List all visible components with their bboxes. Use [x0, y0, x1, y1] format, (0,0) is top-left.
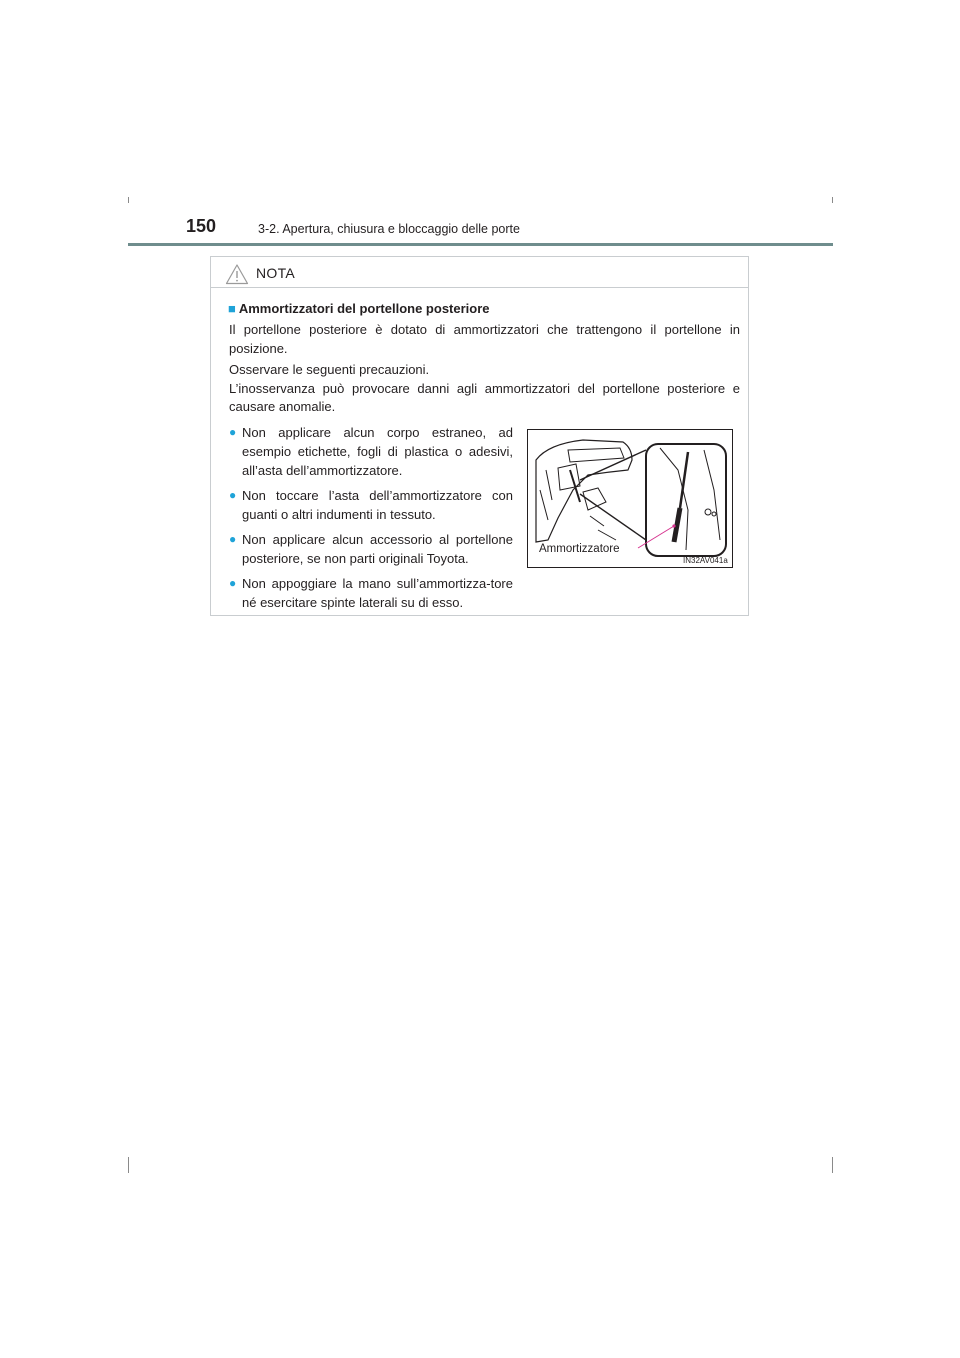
- crop-mark: [832, 1157, 833, 1173]
- warning-triangle-icon: [225, 263, 249, 290]
- figure-code: IN32AV041a: [683, 556, 728, 565]
- crop-mark: [128, 1157, 129, 1173]
- list-item: [229, 574, 513, 612]
- note-title: [228, 301, 490, 316]
- note-header: [211, 257, 748, 288]
- note-title-text: Ammortizzatori del portellone posteriore: [238, 301, 490, 316]
- list-item: [229, 530, 513, 568]
- note-paragraph: L’inosservanza può provocare danni agli ammortizzatori del portellone posteriore e causare anomalie.: [229, 380, 740, 414]
- square-bullet-icon: ■: [228, 301, 236, 316]
- header-divider: [128, 243, 833, 246]
- note-paragraph: Il portellone posteriore è dotato di ammortizzatori che trattengono il portellone in posizione.: [229, 322, 740, 356]
- bullet-dot-icon: ●: [229, 488, 237, 502]
- list-item-text: Non applicare alcun accessorio al portellone posteriore, se non parti originali Toyota.: [242, 532, 513, 566]
- bullet-dot-icon: ●: [229, 425, 237, 439]
- list-item-text: Non applicare alcun corpo estraneo, ad esempio etichette, fogli di plastica o adesivi, all’asta dell’ammortizzatore.: [242, 425, 513, 478]
- crop-mark: [128, 197, 129, 203]
- list-item-text: Non appoggiare la mano sull’ammortizza-tore né esercitare spinte laterali su di esso.: [242, 576, 513, 610]
- bullet-dot-icon: ●: [229, 532, 237, 546]
- bullet-list: [229, 423, 513, 618]
- list-item-text: Non toccare l’asta dell’ammortizzatore con guanti o altri indumenti in tessuto.: [242, 488, 513, 522]
- crop-mark: [832, 197, 833, 203]
- note-label: NOTA: [256, 265, 296, 281]
- list-item: [229, 486, 513, 524]
- list-item: [229, 423, 513, 480]
- section-title-header: 3-2. Apertura, chiusura e bloccaggio delle porte: [258, 222, 520, 236]
- bullet-dot-icon: ●: [229, 576, 237, 590]
- tailgate-strut-illustration: [527, 429, 733, 568]
- note-paragraph: Osservare le seguenti precauzioni.: [229, 362, 430, 377]
- note-box: [210, 256, 749, 616]
- page-number: 150: [186, 216, 217, 236]
- callout-label: Ammortizzatore: [539, 543, 620, 555]
